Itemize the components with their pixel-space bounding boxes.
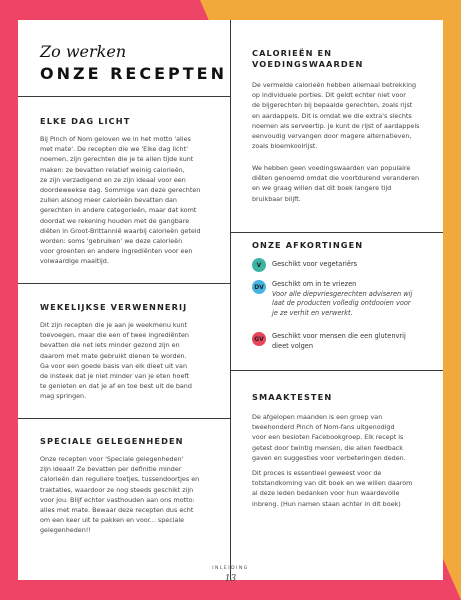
section-body-speciale (40, 454, 225, 536)
text-line: zijn ideaal! Ze bevatten per definitie minder (40, 465, 182, 474)
divider-right-2 (230, 370, 443, 371)
text-line: gaven en suggesties voor verbeteringen deden. (252, 453, 406, 462)
abbreviation-v (252, 258, 357, 272)
text-line: tweehonderd Pinch of Nom-fans uitgenodigd (252, 423, 395, 432)
text-line: voor groenten en andere ingrediënten voor een (40, 247, 193, 256)
text-line: calorieën dan reguliere toetjes, tussendoortjes en (40, 475, 200, 484)
text-line: Dit proces is essentieel geweest voor de (252, 469, 382, 477)
text-line: alles met mate. Bewaar deze recepten dus echt (40, 506, 194, 515)
text-line: zullen alsnog meer calorieën bevatten dan (40, 196, 177, 205)
divider-left-1 (18, 96, 230, 97)
text-line: toevoegen, maar die een of twee ingrediënten (40, 331, 189, 340)
text-line: gerechten in andere categorieën, maar dat komt (40, 206, 197, 215)
abbreviation-dv-label: Geschikt om in te vriezen (272, 280, 357, 288)
section-title-calorieen-1: CALORIEËN EN (252, 48, 333, 58)
text-line: om een keer uit te pakken en voor... speciale (40, 516, 185, 525)
section-body-elke-dag-licht (40, 134, 225, 267)
page-card (18, 20, 443, 580)
text-line: eenvoudig vervangen door magere alternatieven, (252, 132, 412, 141)
text-line: maken: ze bevatten relatief weinig calorieën, (40, 165, 185, 174)
text-line: De afgelopen maanden is een groep van (252, 413, 383, 421)
section-body-smaaktesten-2 (252, 468, 440, 509)
text-line: op individuele porties. Dit geldt echter niet voor (252, 91, 406, 100)
text-line: Onze recepten voor 'Speciale gelegenheden' (40, 455, 184, 463)
text-line: doordat we rekening houden met de gangbare (40, 216, 190, 225)
text-line: te genieten en dat je af en toe best uit de band (40, 382, 192, 391)
abbreviation-gv-text (272, 332, 406, 351)
divider-left-2 (18, 283, 230, 284)
column-divider (230, 20, 231, 580)
section-title-wekelijkse: WEKELIJKSE VERWENNERIJ (40, 302, 188, 312)
page-number: 13 (224, 574, 237, 584)
script-title: Zo werken (40, 42, 127, 61)
section-title-elke-dag-licht: ELKE DAG LICHT (40, 116, 131, 126)
text-line: al deze leden bedanken voor hun waardevolle (252, 489, 400, 498)
section-body-smaaktesten-1 (252, 412, 440, 463)
text-line: Dit zijn recepten die je aan je weekmenu kunt (40, 321, 188, 329)
text-line: De vermelde calorieën hebben allemaal betrekking (252, 81, 417, 89)
section-title-calorieen-2: VOEDINGSWAARDEN (252, 59, 364, 69)
divider-right-1 (230, 232, 443, 233)
badge-v: V (252, 258, 266, 272)
text-line: diëten genoemd omdat die voortdurend veranderen (252, 174, 420, 183)
text-line: voor een besloten Facebookgroep. Elk recept is (252, 433, 404, 442)
badge-dv: DV (252, 280, 266, 294)
abbreviation-dv (252, 280, 412, 318)
text-line: en aardappels. Dit is omdat we die extra's slechts (252, 111, 412, 120)
text-line: dieet volgen (272, 341, 314, 350)
text-line: worden: soms 'gebruiken' we deze calorieën (40, 237, 183, 246)
text-line: Geschikt voor mensen die een glutenvrij (272, 332, 406, 340)
abbreviation-dv-note: Voor alle diepvriesgerechten adviseren wij (272, 289, 413, 298)
divider-left-3 (18, 418, 230, 419)
text-line: gelegenheden!! (40, 526, 91, 535)
text-line: diëten in Groot-Brittannië waarbij calorieën geteld (40, 226, 201, 235)
text-line: de bijgerechten bij bepaalde gerechten, zoals rijst (252, 101, 413, 110)
text-line: totstandkoming van dit boek en we willen daarom (252, 479, 413, 488)
text-line: inbreng. (Hun namen staan achter in dit boek) (252, 499, 401, 508)
text-line: noemen, zijn gerechten die je te allen tijde kunt (40, 155, 194, 164)
text-line: en we graag willen dat dit boek langere tijd (252, 184, 392, 193)
text-line: bruikbaar blijft. (252, 194, 301, 203)
section-body-calorieen-2 (252, 163, 440, 204)
abbreviation-dv-note: laat de producten volledig ontdooien voor (272, 299, 411, 308)
footer-section-label: INLEIDING (212, 566, 249, 571)
text-line: ze zijn verzadigend en ze zijn ideaal voor een (40, 175, 186, 184)
text-line: noemen als serveertip. Je kunt de rijst of aardappels (252, 121, 420, 130)
text-line: getest door twintig mensen, die allen feedback (252, 443, 403, 452)
text-line: mag springen. (40, 392, 87, 401)
text-line: traktaties, waardoor ze nog steeds geschikt zijn (40, 485, 194, 494)
section-title-smaaktesten: SMAAKTESTEN (252, 392, 333, 402)
section-title-afkortingen: ONZE AFKORTINGEN (252, 240, 364, 250)
text-line: daarom met mate gebruikt dienen te worden. (40, 351, 187, 360)
text-line: met mate'. De recepten die we 'Elke dag licht' (40, 145, 188, 154)
text-line: volwaardige maaltijd. (40, 257, 109, 266)
abbreviation-dv-note: je ze verhit en verwerkt. (272, 308, 353, 317)
text-line: Bij Pinch of Nom geloven we in het motto 'alles (40, 135, 191, 143)
section-title-speciale: SPECIALE GELEGENHEDEN (40, 436, 184, 446)
text-line: doordeweekse dag. Sommige van deze gerechten (40, 186, 201, 195)
text-line: bevatten die net iets minder gezond zijn en (40, 341, 180, 350)
abbreviation-dv-text (272, 280, 412, 318)
abbreviation-v-text: Geschikt voor vegetariërs (272, 260, 358, 268)
text-line: voor jou. Blijf echter vasthouden aan ons motto: (40, 495, 195, 504)
section-body-wekelijkse (40, 320, 225, 402)
text-line: Ga voor een goede basis van elk dieet uit van (40, 361, 188, 370)
section-body-calorieen-1 (252, 80, 440, 151)
badge-gv: GV (252, 332, 266, 346)
text-line: de insteek dat je niet minder van je eten hoeft (40, 372, 190, 381)
text-line: zoals bloemkoolrijst. (252, 142, 318, 151)
page-title: ONZE RECEPTEN (40, 64, 227, 83)
text-line: We hebben geen voedingswaarden van populaire (252, 164, 411, 172)
abbreviation-gv (252, 332, 406, 351)
